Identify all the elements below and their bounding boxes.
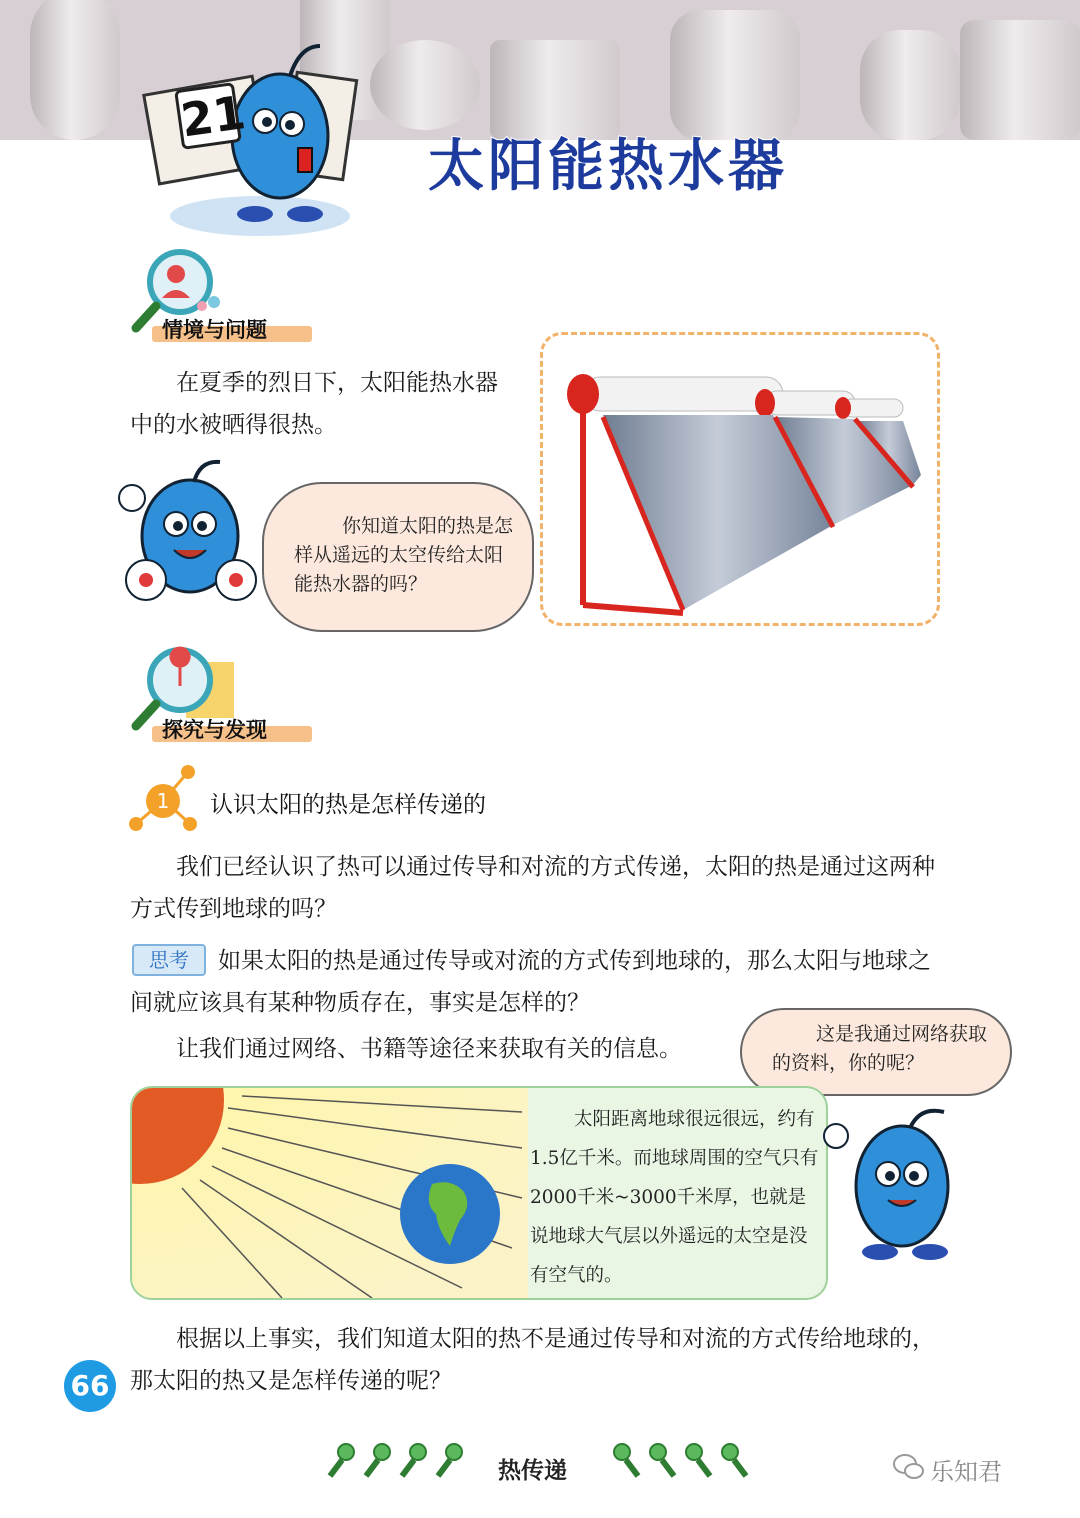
solar-water-heater-image [543,335,937,623]
footer-left-decoration [322,1440,472,1484]
watermark: 乐知君 [930,1458,1002,1486]
spoon-image [30,0,120,140]
section-heading-situation [130,304,330,342]
cup-image [370,40,480,130]
research-paragraph: 让我们通过网络、书籍等途径来获取有关的信息。 [176,1036,682,1062]
mascot-waving-illustration [112,458,262,608]
think-tag: 思考 [132,944,206,976]
sun-earth-illustration [132,1088,528,1300]
conduction-paragraph: 我们已经认识了热可以通过传导和对流的方式传递，太阳的热是通过这两种方式传到地球的吗？ [130,854,935,922]
speech-bubble-text: 这是我通过网络获取的资料，你的呢？ [772,1023,988,1074]
speech-bubble-question [262,482,534,632]
think-paragraph: 如果太阳的热是通过传导或对流的方式传到地球的，那么太阳与地球之间就应该具有某种物质存在，事实是怎样的？ [130,948,931,1016]
solar-heater-photo-frame [540,332,940,626]
speech-bubble-research [740,1008,1012,1096]
flask-image [860,30,960,140]
info-text: 太阳距离地球很远很远，约有1.5亿千米。而地球周围的空气只有2000千米~3000千米厚，也就是说地球大气层以外遥远的太空是没有空气的。 [530,1109,819,1286]
speech-bubble-text: 你知道太阳的热是怎样从遥远的太空传给太阳能热水器的吗？ [294,515,514,595]
water-bottle-image [670,10,800,140]
jug-image [960,20,1080,140]
page-title: 太阳能热水器 [428,134,788,199]
section-heading-label: 探究与发现 [162,718,267,742]
wechat-icon [892,1452,926,1482]
intro-paragraph: 在夏季的烈日下，太阳能热水器中的水被晒得很热。 [130,370,498,438]
page-number-badge: 66 [64,1360,116,1412]
section-heading-explore [130,704,330,742]
conclusion-paragraph: 根据以上事实，我们知道太阳的热不是通过传导和对流的方式传给地球的，那太阳的热又是怎样传递的呢？ [130,1326,935,1394]
footer-right-decoration [610,1440,760,1484]
mascot-pointing-illustration [820,1100,970,1270]
step-title: 认识太阳的热是怎样传递的 [210,792,486,818]
mascot-reading-illustration [140,36,380,236]
lesson-number: 21 [174,82,242,150]
section-heading-label: 情境与问题 [162,318,267,342]
footer-unit-title: 热传递 [498,1458,567,1484]
step-number-badge: 1 [146,784,180,818]
